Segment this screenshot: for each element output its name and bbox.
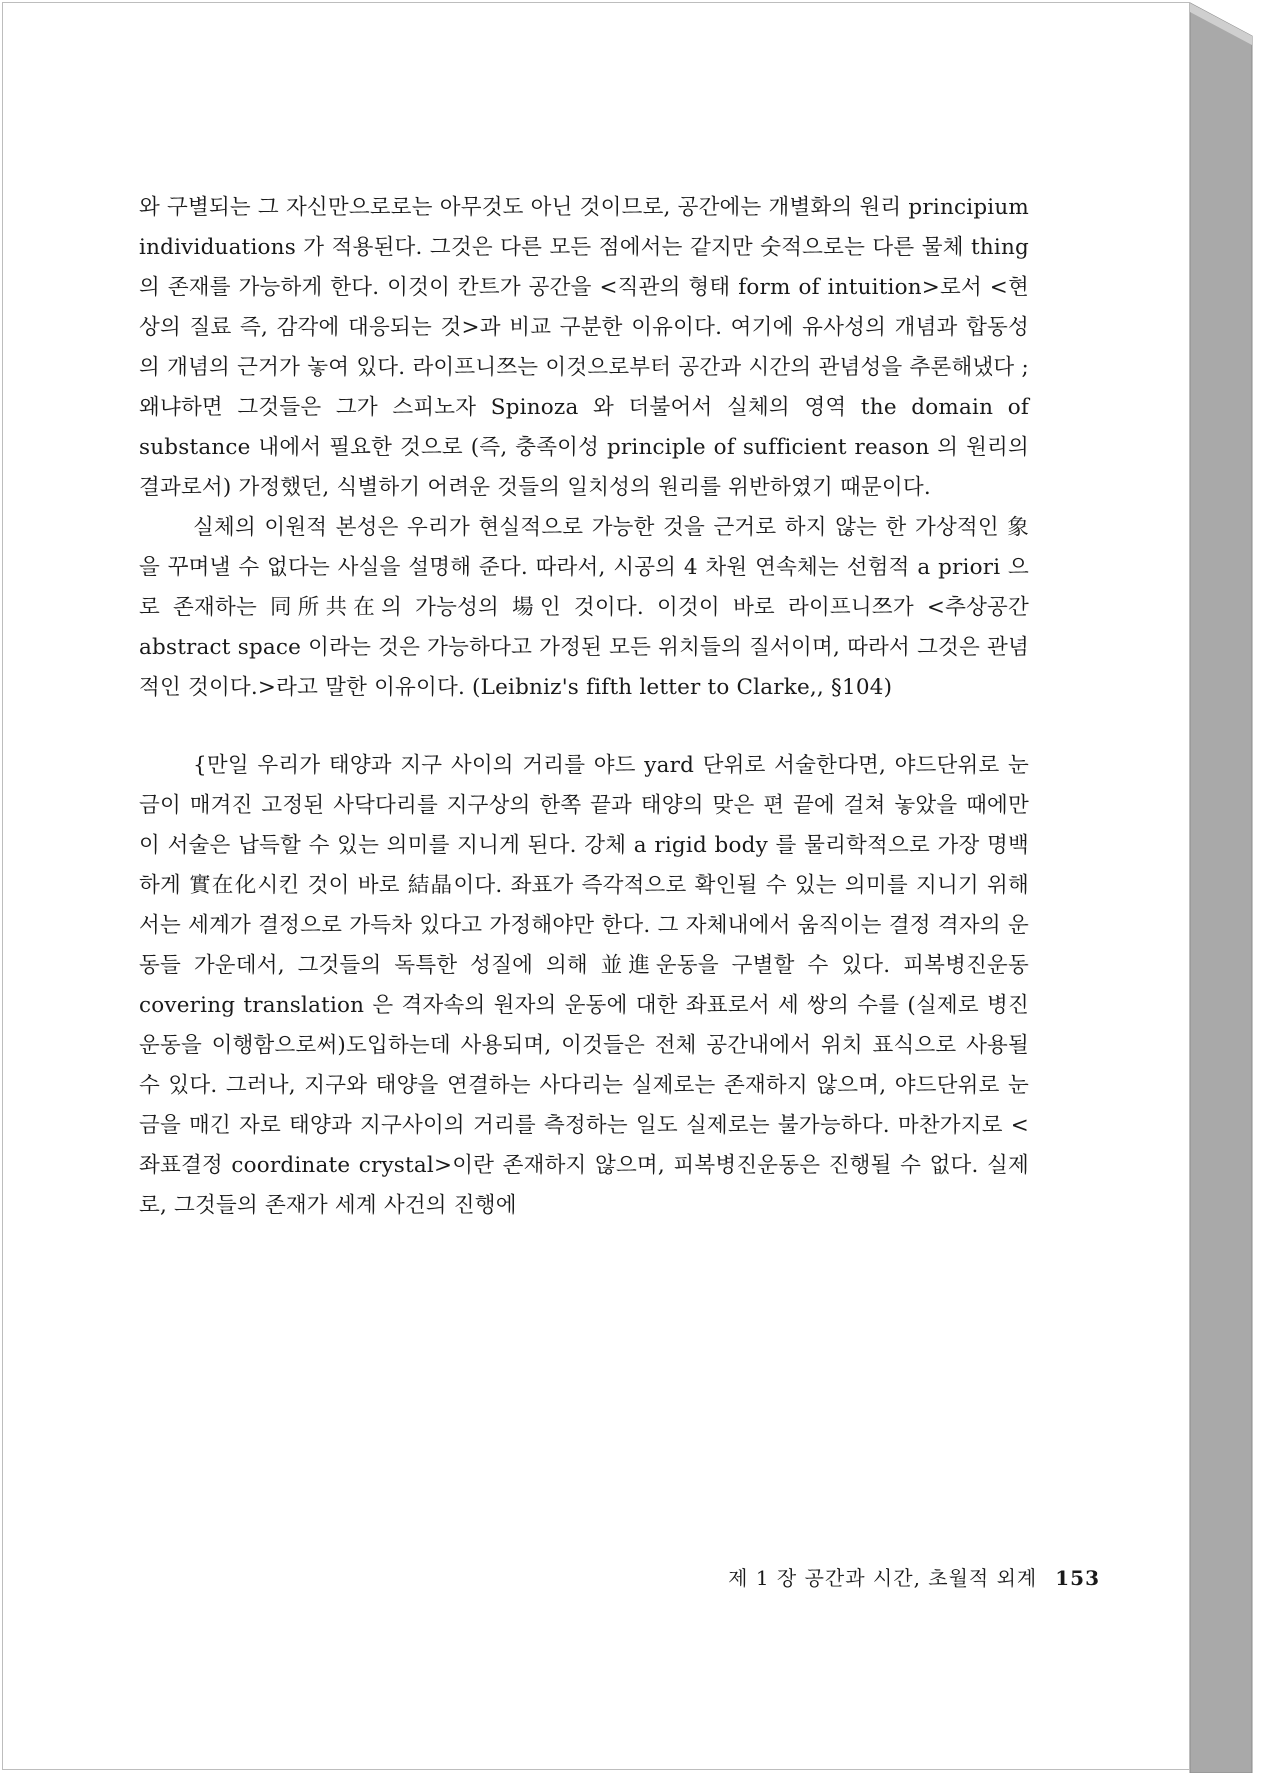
paragraph-2: 실체의 이원적 본성은 우리가 현실적으로 가능한 것을 근거로 하지 않는 한 가상적인 象을 꾸며낼 수 없다는 사실을 설명해 준다. 따라서, 시공의 4 차원 연속체는 선험적 a priori 으로 존재하는 同所共在의 가능성의 場인 것이다. 이것이 바로 라이프니쯔가 <추상공간 abstract space 이라는 것은 가능하다고 가정된 모든 위치들의 질서이며, 따라서 그것은 관념적인 것이다.>라고 말한 이유이다. (Leibniz's fifth letter to Clarke,, §104) [139, 515, 1029, 700]
page-number: 153 [1055, 1566, 1100, 1590]
paragraph-3: {만일 우리가 태양과 지구 사이의 거리를 야드 yard 단위로 서술한다면, 야드단위로 눈금이 매겨진 고정된 사닥다리를 지구상의 한쪽 끝과 태양의 맞은 편 끝에 걸쳐 놓았을 때에만 이 서술은 납득할 수 있는 의미를 지니게 된다. 강체 a rigid body 를 물리학적으로 가장 명백하게 實在化시킨 것이 바로 結晶이다. 좌표가 즉각적으로 확인될 수 있는 의미를 지니기 위해서는 세계가 결정으로 가득차 있다고 가정해야만 한다. 그 자체내에서 움직이는 결정 격자의 운동들 가운데서, 그것들의 독특한 성질에 의해 並進운동을 구별할 수 있다. 피복병진운동 covering translation 은 격자속의 원자의 운동에 대한 좌표로서 세 쌍의 수를 (실제로 병진운동을 이행함으로써)도입하는데 사용되며, 이것들은 전체 공간내에서 위치 표식으로 사용될 수 있다. 그러나, 지구와 태양을 연결하는 사다리는 실제로는 존재하지 않으며, 야드단위로 눈금을 매긴 자로 태양과 지구사이의 거리를 측정하는 일도 실제로는 불가능하다. 마찬가지로 <좌표결정 coordinate crystal>이란 존재하지 않으며, 피복병진운동은 진행될 수 없다. 실제로, 그것들의 존재가 세계 사건의 진행에 [139, 753, 1029, 1218]
chapter-running-title: 제 1 장 공간과 시간, 초월적 외계 [728, 1566, 1038, 1590]
paragraph-1: 와 구별되는 그 자신만으로로는 아무것도 아닌 것이므로, 공간에는 개별화의 원리 principium individuations 가 적용된다. 그것은 다른 모든 점에서는 같지만 숫적으로는 다른 물체 thing 의 존재를 가능하게 한다. 이것이 칸트가 공간을 <직관의 형태 form of intuition>로서 <현상의 질료 즉, 감각에 대응되는 것>과 비교 구분한 이유이다. 여기에 유사성의 개념과 합동성의 개념의 근거가 놓여 있다. 라이프니쯔는 이것으로부터 공간과 시간의 관념성을 추론해냈다 ; 왜냐하면 그것들은 그가 스피노자 Spinoza 와 더불어서 실체의 영역 the domain of substance 내에서 필요한 것으로 (즉, 충족이성 principle of sufficient reason 의 원리의 결과로서) 가정했던, 식별하기 어려운 것들의 일치성의 원리를 위반하였기 때문이다. [139, 195, 1029, 500]
page-footer [728, 1562, 1100, 1591]
page-body [139, 188, 1029, 1226]
paragraph-spacer [139, 708, 1029, 746]
